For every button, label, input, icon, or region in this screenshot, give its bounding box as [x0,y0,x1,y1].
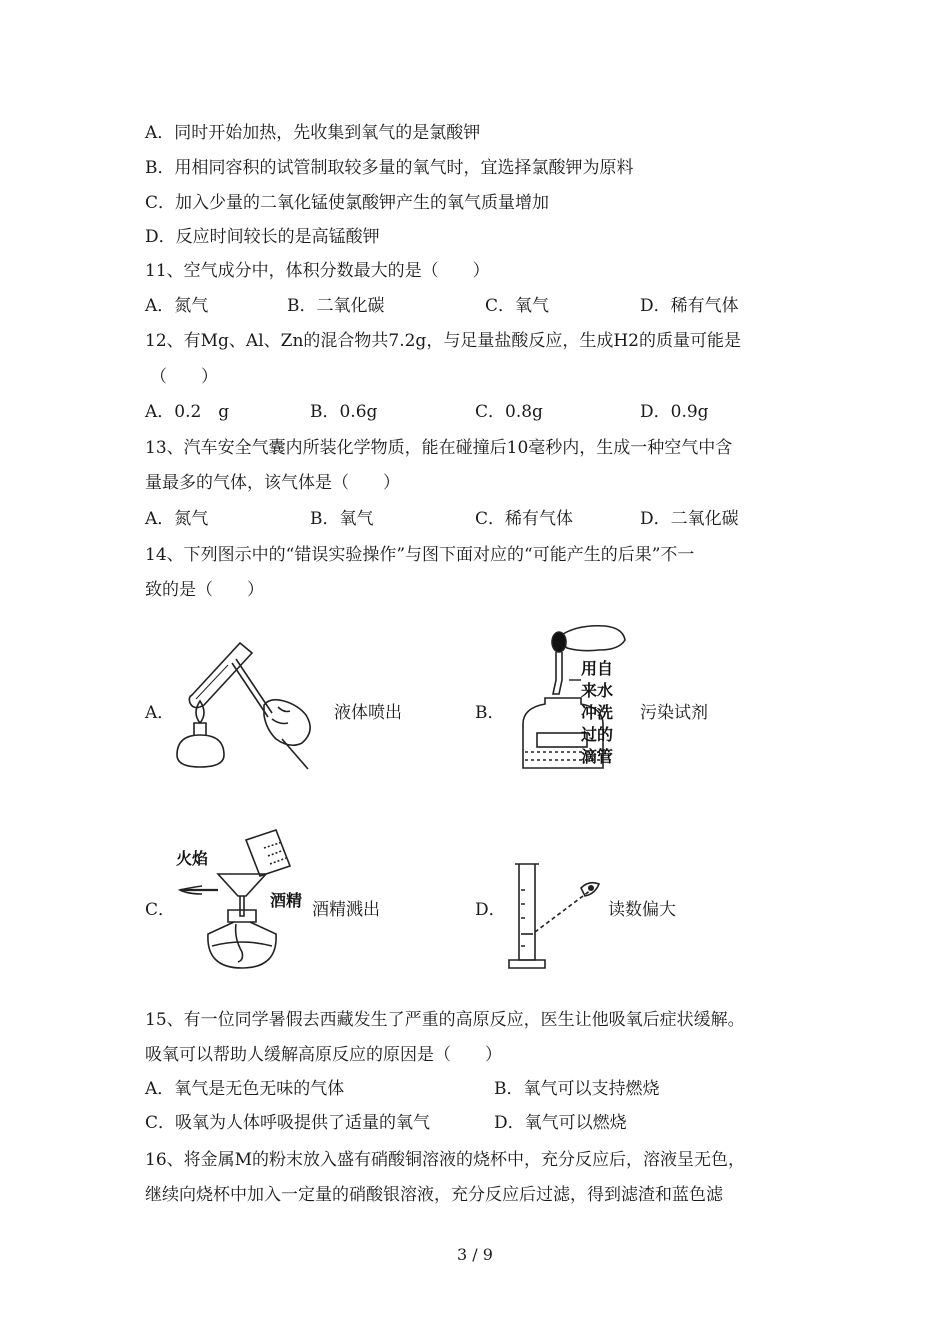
q11-stem: 11、空气成分中，体积分数最大的是（ ） [145,261,490,281]
q14-fig-b-annotation-3: 冲洗 [581,703,614,722]
q12-option-d: D．0.9g [640,402,709,422]
q14-fig-c-flame-label: 火焰 [176,849,209,868]
q14-fig-c-caption: 酒精溅出 [312,900,380,920]
q14-fig-d-caption: 读数偏大 [608,900,676,920]
page-number: 3 / 9 [457,1245,493,1264]
q12-option-a: A．0.2 g [145,402,230,422]
q11-option-a: A．氮气 [145,296,209,316]
q15-option-d: D．氧气可以燃烧 [494,1113,627,1133]
q10-option-c: C．加入少量的二氧化锰使氯酸钾产生的氧气质量增加 [145,193,550,213]
q14-fig-a-caption: 液体喷出 [334,703,402,723]
q12-option-b: B．0.6g [310,402,378,422]
q13-stem-line1: 13、汽车安全气囊内所装化学物质，能在碰撞后10毫秒内，生成一种空气中含 [145,438,733,458]
q14-fig-b-annotation-1: 用自 [581,659,614,678]
q14-fig-b-label: B． [475,703,505,723]
q12-stem-line1: 12、有Mg、Al、Zn的混合物共7.2g，与足量盐酸反应，生成H2的质量可能是 [145,331,741,351]
q10-option-a: A．同时开始加热，先收集到氧气的是氯酸钾 [145,123,481,143]
q16-stem-line1: 16、将金属M的粉末放入盛有硝酸铜溶液的烧杯中，充分反应后，溶液呈无色， [145,1150,746,1170]
q13-stem-line2: 量最多的气体，该气体是（ ） [145,473,400,493]
q14-fig-b-annotation-2: 来水 [581,681,614,700]
q13-option-d: D．二氧化碳 [640,509,739,529]
q15-option-c: C．吸氧为人体呼吸提供了适量的氧气 [145,1113,431,1133]
dropper-bottle-icon [515,620,630,772]
q14-fig-a-label: A． [145,703,175,723]
q14-stem-line1: 14、下列图示中的“错误实验操作”与图下面对应的“可能产生的后果”不一 [145,545,695,565]
q14-fig-c-label: C． [145,900,176,920]
q15-option-b: B．氧气可以支持燃烧 [494,1079,660,1099]
q14-fig-b-annotation-5: 滴管 [581,747,614,766]
q10-option-b: B．用相同容积的试管制取较多量的氧气时，宜选择氯酸钾为原料 [145,158,634,178]
graduated-cylinder-icon [505,860,605,972]
q12-option-c: C．0.8g [475,402,543,422]
q14-fig-b-caption: 污染试剂 [640,703,708,723]
q11-option-c: C．氧气 [485,296,550,316]
test-tube-heating-icon [172,635,322,775]
alcohol-lamp-refill-icon [172,828,307,973]
q14-fig-b-annotation-4: 过的 [581,725,614,744]
q11-option-b: B．二氧化碳 [287,296,385,316]
q11-option-d: D．稀有气体 [640,296,739,316]
q13-option-c: C．稀有气体 [475,509,574,529]
q14-fig-c-alcohol-label: 酒精 [270,891,303,910]
q10-option-d: D．反应时间较长的是高锰酸钾 [145,227,380,247]
q13-option-a: A．氮气 [145,509,209,529]
q14-stem-line2: 致的是（ ） [145,580,264,600]
q15-stem-line2: 吸氧可以帮助人缓解高原反应的原因是（ ） [145,1045,502,1065]
q15-option-a: A．氧气是无色无味的气体 [145,1079,345,1099]
q16-stem-line2: 继续向烧杯中加入一定量的硝酸银溶液，充分反应后过滤，得到滤渣和蓝色滤 [145,1185,723,1205]
q12-stem-line2: （ ） [150,367,218,387]
q14-fig-d-label: D． [475,900,506,920]
q15-stem-line1: 15、有一位同学暑假去西藏发生了严重的高原反应，医生让他吸氧后症状缓解。 [145,1010,745,1030]
q13-option-b: B．氧气 [310,509,374,529]
